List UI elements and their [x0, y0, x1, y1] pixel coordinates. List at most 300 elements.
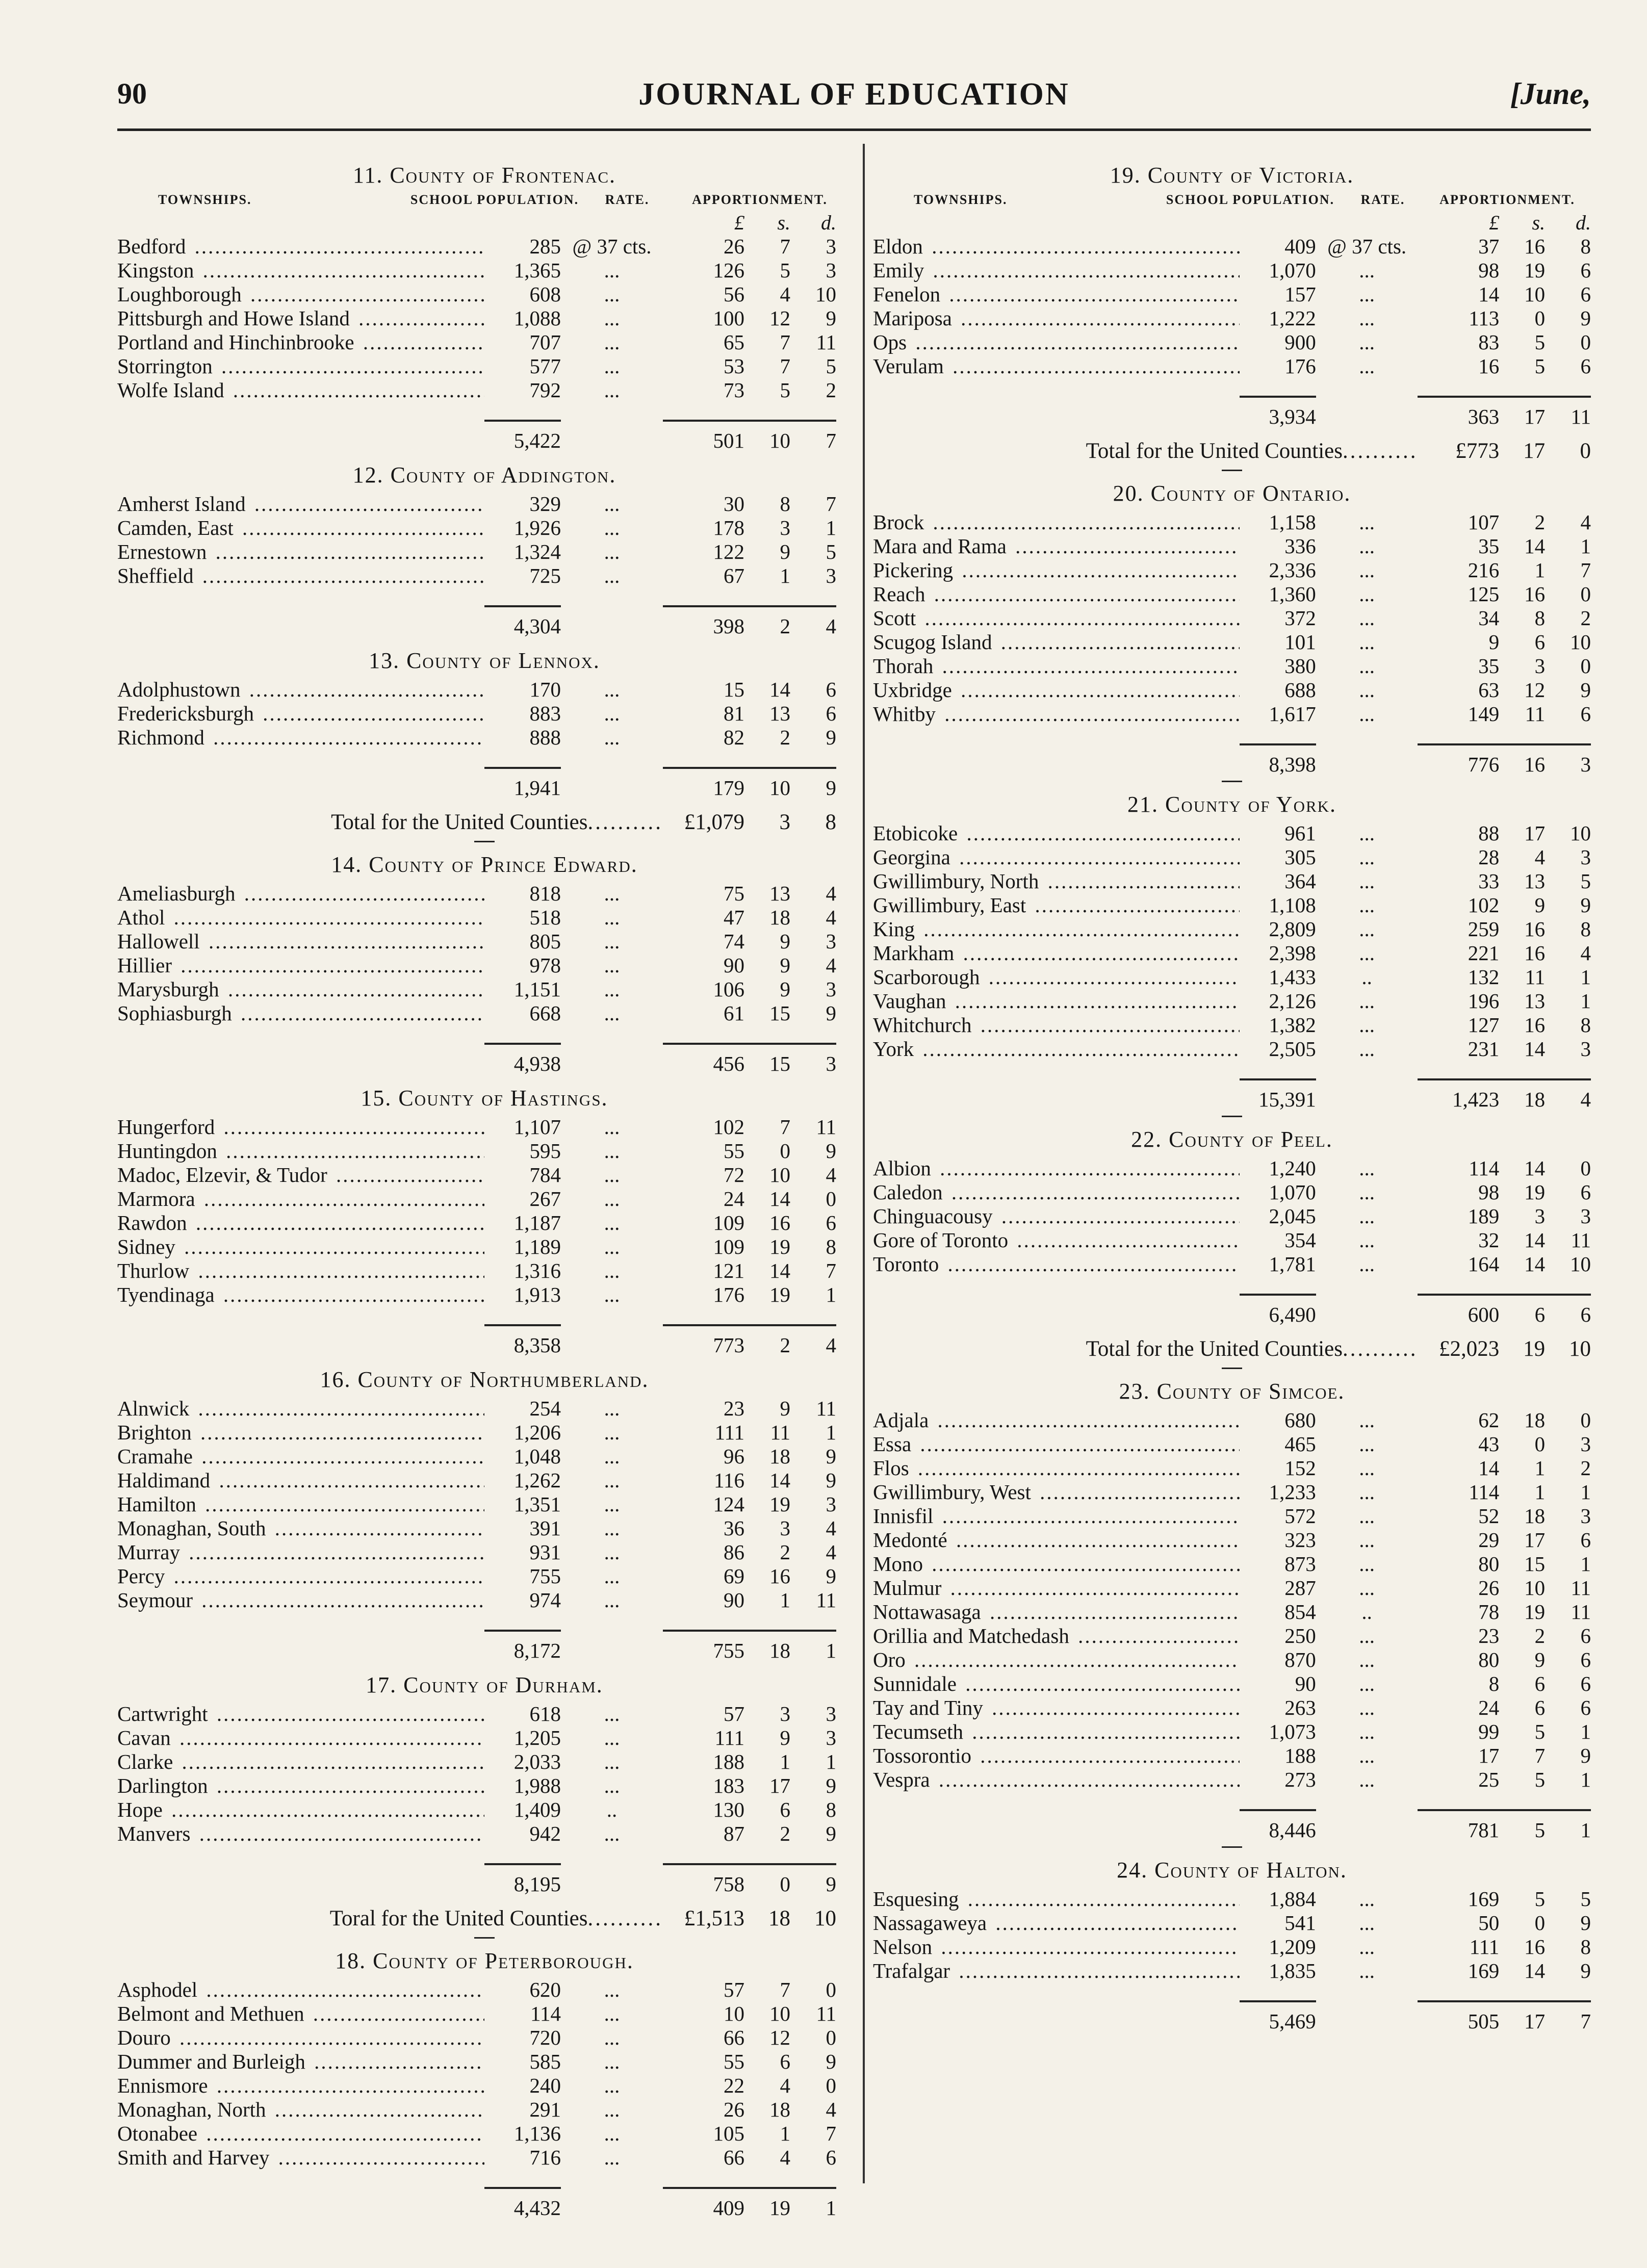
township-row	[117, 306, 852, 330]
rate: ...	[604, 259, 620, 282]
pounds: 106	[713, 977, 744, 1001]
united-total-pounds: £773	[1455, 439, 1500, 463]
pence: 7	[826, 492, 836, 516]
pounds: 125	[1468, 582, 1500, 606]
pounds: 29	[1478, 1528, 1500, 1552]
separator-dash	[1222, 1368, 1242, 1369]
pence: 1	[1580, 1552, 1591, 1576]
township-row	[117, 2098, 852, 2122]
school-population: 1,088	[513, 306, 561, 330]
pence: 6	[1580, 354, 1591, 378]
township-row	[117, 1163, 852, 1187]
pounds: 80	[1478, 1648, 1500, 1671]
pounds: 231	[1468, 1037, 1500, 1061]
pounds: 116	[714, 1468, 744, 1492]
spacer	[873, 2000, 1240, 2033]
shillings: 16	[1524, 1935, 1546, 1958]
rate: ...	[604, 1822, 620, 1845]
spacer	[873, 211, 1418, 235]
pounds: 114	[1469, 1156, 1500, 1180]
township-row	[873, 510, 1591, 534]
rate: ...	[1359, 678, 1375, 702]
township-name-text: Adjala	[873, 1408, 931, 1432]
united-total-label-cell	[117, 809, 663, 836]
left-column	[117, 153, 852, 2224]
school-population: 1,360	[1269, 582, 1316, 606]
rate: ...	[604, 726, 620, 749]
township-row	[873, 582, 1591, 606]
united-total-pounds: £1,513	[684, 1906, 744, 1930]
township-row	[117, 906, 852, 930]
township-name	[117, 1774, 484, 1798]
school-population: 1,988	[513, 1774, 561, 1797]
pence: 3	[826, 977, 836, 1001]
township-name-text: Cavan	[117, 1726, 173, 1749]
spacer	[1316, 743, 1418, 777]
shillings: 5	[1534, 1768, 1546, 1791]
township-name	[117, 2026, 484, 2050]
school-population: 620	[529, 1978, 561, 2001]
shillings: 1	[1534, 558, 1546, 582]
school-population: 518	[529, 906, 561, 929]
total-pounds: 179	[663, 767, 744, 800]
rate: ...	[604, 1259, 620, 1282]
pounds: 113	[1469, 306, 1500, 330]
pounds: 259	[1468, 917, 1500, 941]
township-name	[117, 1822, 484, 1846]
pence: 9	[826, 1564, 836, 1588]
spacer	[117, 211, 663, 235]
school-population: 323	[1284, 1528, 1316, 1552]
rate: ...	[1359, 989, 1375, 1013]
township-name-text: Kingston	[117, 259, 196, 282]
township-name	[873, 1600, 1240, 1624]
shillings: 16	[1524, 235, 1546, 258]
township-name-text: Innisfil	[873, 1504, 935, 1528]
united-counties-total	[117, 1905, 852, 1932]
township-name	[873, 1013, 1240, 1037]
united-total-pence: 0	[1580, 439, 1591, 463]
township-name-text: Haldimand	[117, 1468, 212, 1492]
shillings: 9	[780, 540, 790, 563]
school-population: 1,209	[1269, 1935, 1316, 1958]
separator-dash	[1222, 470, 1242, 471]
spacer	[1316, 396, 1418, 429]
total-population: 6,490	[1240, 1294, 1316, 1327]
spacer	[117, 1630, 484, 1663]
total-shillings: 17	[1499, 2000, 1545, 2033]
township-name	[117, 1588, 484, 1612]
school-population: 188	[1284, 1744, 1316, 1767]
school-population: 380	[1284, 654, 1316, 678]
pounds: 43	[1478, 1432, 1500, 1456]
total-pounds: 776	[1418, 743, 1499, 777]
united-total-label: Total for the United Counties	[331, 810, 588, 834]
pounds: 35	[1478, 654, 1500, 678]
pounds: 90	[724, 953, 744, 977]
school-population: 1,835	[1269, 1959, 1316, 1982]
township-name	[117, 1540, 484, 1564]
pence: 1	[1580, 989, 1591, 1013]
school-population: 263	[1284, 1696, 1316, 1719]
total-population: 5,469	[1240, 2000, 1316, 2033]
shillings: 12	[1524, 678, 1546, 702]
township-name-text: Whitby	[873, 702, 938, 726]
pounds: 33	[1478, 869, 1500, 893]
township-name-text: Gwillimbury, West	[873, 1480, 1033, 1504]
pence: 9	[826, 1001, 836, 1025]
shillings: 14	[1524, 1959, 1546, 1982]
school-population: 1,324	[513, 540, 561, 563]
rate: ...	[1359, 702, 1375, 726]
separator-dash	[474, 1937, 495, 1939]
pence: 3	[826, 930, 836, 953]
pounds: 183	[713, 1774, 744, 1797]
rate: ...	[604, 1588, 620, 1612]
shillings: 7	[780, 354, 790, 378]
pounds: 107	[1468, 510, 1500, 534]
township-name-text: Gwillimbury, East	[873, 893, 1028, 917]
total-pounds: 781	[1418, 1809, 1499, 1842]
township-name-text: Hillier	[117, 953, 174, 977]
shillings: 7	[780, 235, 790, 258]
united-counties-total	[873, 438, 1591, 465]
township-row	[873, 534, 1591, 558]
pence: 4	[826, 2098, 836, 2121]
page-month: [June,	[1510, 77, 1591, 111]
spacer	[117, 1863, 484, 1896]
rate: ...	[1359, 1959, 1375, 1982]
county-heading: 15. County of Hastings.	[361, 1086, 608, 1111]
pounds: 14	[1478, 282, 1500, 306]
pounds: 26	[1478, 1576, 1500, 1600]
pounds: 78	[1478, 1600, 1500, 1623]
school-population: 870	[1284, 1648, 1316, 1671]
pence: 0	[1580, 330, 1591, 354]
township-name-text: Gwillimbury, North	[873, 869, 1041, 893]
township-name-text: Fenelon	[873, 282, 942, 306]
township-name	[117, 1492, 484, 1516]
school-population: 254	[529, 1397, 561, 1420]
township-name	[117, 354, 484, 378]
shillings: 14	[769, 1187, 790, 1210]
township-name	[873, 1528, 1240, 1552]
township-row	[873, 702, 1591, 726]
rate: ...	[1359, 845, 1375, 869]
township-name	[117, 1516, 484, 1540]
school-population: 2,045	[1269, 1204, 1316, 1228]
rate: ...	[1359, 259, 1375, 282]
township-name	[873, 941, 1240, 965]
township-name	[873, 869, 1240, 893]
shillings-header: s.	[777, 211, 790, 234]
township-name	[873, 282, 1240, 306]
shillings: 7	[780, 1978, 790, 2001]
shillings: 2	[780, 726, 790, 749]
shillings: 14	[1524, 1252, 1546, 1276]
shillings: 12	[769, 306, 790, 330]
rate: ...	[604, 1163, 620, 1187]
county-total-row	[117, 1853, 852, 1896]
united-total-shillings: 3	[779, 810, 790, 834]
school-population: 170	[529, 678, 561, 701]
school-population: 391	[529, 1516, 561, 1540]
shillings: 9	[1534, 1648, 1546, 1671]
pence: 6	[1580, 259, 1591, 282]
county-heading: 11. County of Frontenac.	[352, 163, 616, 188]
pounds-header: £	[734, 211, 744, 234]
township-name	[873, 1935, 1240, 1959]
school-population: 1,151	[513, 977, 561, 1001]
spacer	[117, 767, 484, 800]
school-population: 1,158	[1269, 510, 1316, 534]
pence: 4	[1580, 941, 1591, 965]
pounds: 86	[724, 1540, 744, 1564]
total-pence: 9	[790, 1863, 836, 1896]
township-row	[117, 2146, 852, 2170]
township-row	[873, 1768, 1591, 1792]
county-total-row	[117, 2177, 852, 2220]
shillings: 3	[780, 1702, 790, 1725]
pounds: 10	[724, 2002, 744, 2025]
total-pounds: 1,423	[1418, 1078, 1499, 1112]
shillings: 7	[780, 1115, 790, 1139]
total-shillings: 10	[744, 420, 790, 453]
pence: 9	[1580, 1911, 1591, 1935]
pence: 1	[826, 516, 836, 539]
total-pounds: 456	[663, 1043, 744, 1076]
school-population: 1,222	[1269, 306, 1316, 330]
pence: 11	[816, 1397, 836, 1420]
shillings: 4	[780, 282, 790, 306]
pounds: 24	[1478, 1696, 1500, 1719]
pence: 3	[826, 235, 836, 258]
shillings: 4	[1534, 845, 1546, 869]
township-name	[117, 2074, 484, 2098]
pounds: 111	[714, 1421, 744, 1444]
townships-header: TOWNSHIPS.	[914, 192, 1008, 207]
rate: ...	[1359, 893, 1375, 917]
school-population: 888	[529, 726, 561, 749]
school-population: 805	[529, 930, 561, 953]
shillings: 16	[1524, 917, 1546, 941]
township-name-text: Pittsburgh and Howe Island	[117, 306, 352, 330]
pounds: 132	[1468, 965, 1500, 989]
township-row	[117, 564, 852, 588]
pence: 4	[826, 1163, 836, 1187]
township-name-text: Pickering	[873, 558, 955, 582]
united-total-label: Toral for the United Counties	[329, 1906, 588, 1930]
spacer	[561, 1043, 663, 1076]
pounds: 9	[1488, 630, 1500, 654]
township-name	[117, 330, 484, 354]
school-population: 1,365	[513, 259, 561, 282]
township-name	[873, 1624, 1240, 1648]
township-name	[117, 1211, 484, 1235]
school-population: 250	[1284, 1624, 1316, 1647]
township-name-text: Seymour	[117, 1588, 195, 1612]
township-row	[117, 2026, 852, 2050]
rate: ...	[604, 2122, 620, 2145]
shillings: 8	[780, 492, 790, 516]
pounds: 126	[713, 259, 744, 282]
township-name	[117, 1564, 484, 1588]
school-population: 1,409	[513, 1798, 561, 1821]
school-population: 329	[529, 492, 561, 516]
county-heading: 14. County of Prince Edward.	[331, 852, 638, 877]
school-population: 1,136	[513, 2122, 561, 2145]
township-row	[117, 1822, 852, 1846]
township-row	[873, 1959, 1591, 1983]
shillings-header: s.	[1532, 211, 1546, 234]
pence: 2	[1580, 1456, 1591, 1480]
township-row	[873, 330, 1591, 354]
rate: ...	[1359, 917, 1375, 941]
page-header	[117, 76, 1591, 117]
total-shillings: 19	[744, 2187, 790, 2220]
total-population: 1,941	[484, 767, 561, 800]
township-name	[117, 726, 484, 750]
school-population: 1,206	[513, 1421, 561, 1444]
total-pounds: 363	[1418, 396, 1499, 429]
township-row	[873, 917, 1591, 941]
pence: 1	[826, 1421, 836, 1444]
township-name	[873, 582, 1240, 606]
rate: ...	[1359, 1672, 1375, 1695]
pence: 8	[1580, 917, 1591, 941]
shillings: 12	[769, 2026, 790, 2049]
rate-header: RATE.	[605, 192, 650, 207]
county-total-row	[873, 1990, 1591, 2033]
county-total-row	[117, 1314, 852, 1357]
township-name	[873, 606, 1240, 630]
school-population: 1,240	[1269, 1156, 1316, 1180]
total-pence: 3	[1545, 743, 1591, 777]
pounds: 28	[1478, 845, 1500, 869]
rate: ..	[1361, 1600, 1372, 1623]
township-name-text: Esquesing	[873, 1887, 961, 1911]
pence: 11	[816, 1588, 836, 1612]
township-name-text: Bedford	[117, 235, 188, 258]
pounds: 82	[724, 726, 744, 749]
township-name	[117, 1726, 484, 1750]
township-name	[117, 492, 484, 516]
shillings: 1	[780, 564, 790, 587]
total-pounds: 505	[1418, 2000, 1499, 2033]
township-name-text: Fredericksburgh	[117, 702, 256, 725]
pounds: 34	[1478, 606, 1500, 630]
school-population: 176	[1284, 354, 1316, 378]
township-row	[117, 2002, 852, 2026]
rate: ...	[1359, 1552, 1375, 1576]
pence: 3	[1580, 1037, 1591, 1061]
township-name	[117, 2050, 484, 2074]
rate: ...	[604, 2098, 620, 2121]
school-population-header: SCHOOL POPULATION.	[1166, 192, 1335, 207]
shillings: 14	[769, 1259, 790, 1282]
pence: 7	[1580, 558, 1591, 582]
school-population: 1,781	[1269, 1252, 1316, 1276]
township-row	[117, 516, 852, 540]
township-name-text: Madoc, Elzevir, & Tudor	[117, 1163, 329, 1187]
pounds: 35	[1478, 534, 1500, 558]
township-name	[873, 1672, 1240, 1696]
pence: 6	[1580, 1180, 1591, 1204]
spacer	[873, 1078, 1240, 1112]
total-shillings: 15	[744, 1043, 790, 1076]
rate: ...	[1359, 1156, 1375, 1180]
township-row	[873, 282, 1591, 306]
pounds: 62	[1478, 1408, 1500, 1432]
pounds: 102	[713, 1115, 744, 1139]
school-population: 784	[529, 1163, 561, 1187]
total-pounds: 409	[663, 2187, 744, 2220]
school-population: 2,809	[1269, 917, 1316, 941]
pounds: 109	[713, 1235, 744, 1258]
shillings: 9	[1534, 893, 1546, 917]
pence: 0	[1580, 1408, 1591, 1432]
township-name-text: Nelson	[873, 1935, 934, 1958]
pence: 6	[1580, 1528, 1591, 1552]
county-heading: 22. County of Peel.	[1131, 1127, 1333, 1152]
school-population: 291	[529, 2098, 561, 2121]
pence: 4	[1580, 510, 1591, 534]
rate: ...	[1359, 1528, 1375, 1552]
shillings: 3	[780, 516, 790, 539]
pence: 9	[1580, 1744, 1591, 1767]
pounds: 15	[724, 678, 744, 701]
school-population: 707	[529, 330, 561, 354]
rate: ...	[604, 282, 620, 306]
township-name-text: Belmont and Methuen	[117, 2002, 306, 2025]
total-pence: 1	[790, 1630, 836, 1663]
township-name	[873, 1911, 1240, 1935]
township-row	[873, 1576, 1591, 1600]
pounds: 114	[1469, 1480, 1500, 1504]
township-name-text: Chinguacousy	[873, 1204, 995, 1228]
united-total-label: Total for the United Counties	[1086, 1337, 1343, 1361]
school-population: 2,336	[1269, 558, 1316, 582]
township-row	[873, 821, 1591, 845]
pence: 3	[826, 1492, 836, 1516]
school-population: 1,884	[1269, 1887, 1316, 1911]
spacer	[117, 1324, 484, 1357]
shillings: 19	[1524, 1600, 1546, 1623]
pence: 8	[1580, 1013, 1591, 1037]
column-headers	[873, 192, 1591, 208]
township-name-text: Nottawasaga	[873, 1600, 983, 1623]
township-row	[873, 1552, 1591, 1576]
pounds: 75	[724, 882, 744, 905]
township-name-text: Rawdon	[117, 1211, 189, 1234]
township-name-text: Wolfe Island	[117, 378, 226, 402]
shillings: 2	[780, 1540, 790, 1564]
pounds: 24	[724, 1187, 744, 1210]
township-name	[873, 235, 1240, 259]
township-name	[117, 306, 484, 330]
rate: ...	[604, 306, 620, 330]
pounds: 121	[713, 1259, 744, 1282]
county-heading: 24. County of Halton.	[1117, 1858, 1347, 1883]
township-name	[873, 654, 1240, 678]
shillings: 0	[780, 1139, 790, 1163]
township-name	[117, 259, 484, 282]
township-name-text: Mono	[873, 1552, 925, 1576]
rate: ...	[1359, 1180, 1375, 1204]
township-name	[117, 1187, 484, 1211]
pounds: 99	[1478, 1720, 1500, 1743]
county-total-row	[117, 1619, 852, 1663]
